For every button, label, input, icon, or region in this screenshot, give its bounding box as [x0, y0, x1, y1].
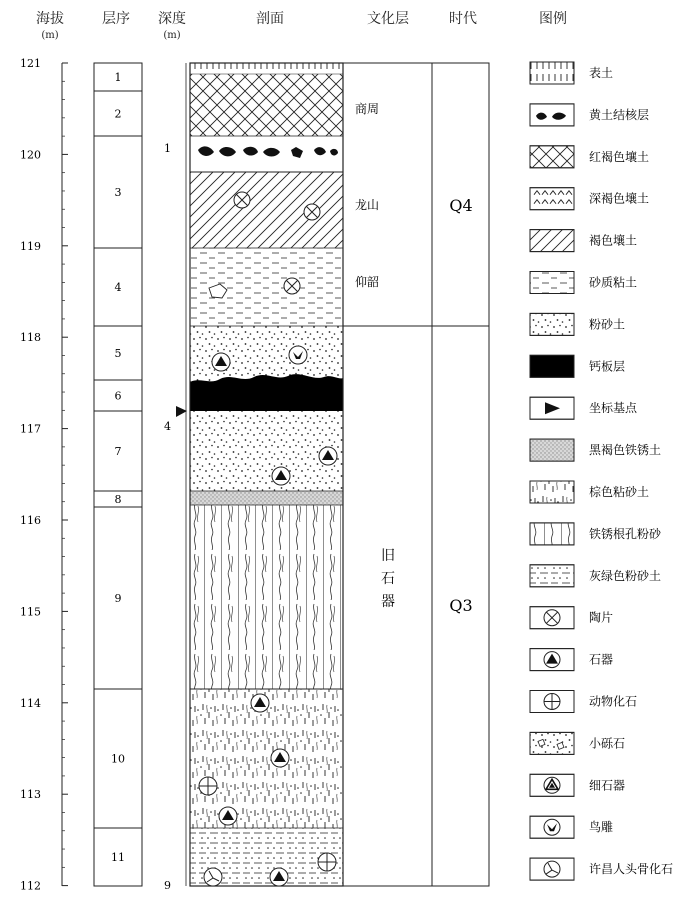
- layer-label: 8: [114, 493, 122, 506]
- elevation-tick-label: 114: [20, 696, 41, 710]
- elevation-tick-label: 112: [20, 879, 41, 893]
- layer-label: 2: [114, 107, 122, 121]
- era-q4: Q4: [449, 196, 473, 215]
- section-column: [190, 63, 343, 886]
- layer-label: 7: [114, 445, 122, 458]
- legend-label: 红褐色壤土: [589, 149, 650, 164]
- legend-label: 棕色粘砂土: [589, 485, 650, 499]
- pottery-shard-symbol: [234, 192, 250, 208]
- pottery-shard-symbol: [304, 204, 320, 220]
- legend-label: 砂质粘土: [589, 275, 638, 290]
- layer-label: 9: [114, 592, 122, 605]
- layer-column: [94, 63, 142, 886]
- legend-label: 表土: [589, 66, 614, 80]
- era-q3: Q3: [449, 596, 473, 615]
- header-section: 剖面: [256, 11, 284, 27]
- legend-label: 小砾石: [589, 736, 626, 751]
- xuchang-skull-symbol: [204, 868, 222, 886]
- legend-label: 细石器: [589, 778, 626, 793]
- header-elevation-unit: (m): [41, 30, 59, 41]
- stone-tool-symbol: [272, 467, 290, 485]
- legend-label: 铁锈根孔粉砂: [589, 526, 662, 541]
- depth-mark-9: 9: [164, 879, 171, 892]
- legend-label: 许昌人头骨化石: [589, 862, 674, 877]
- elevation-tick-label: 116: [20, 514, 41, 527]
- culture-shangzhou: 商周: [355, 102, 380, 116]
- stone-tool-symbol: [270, 868, 288, 886]
- legend-label: 粉砂土: [589, 317, 626, 332]
- layer-label: 4: [114, 281, 122, 294]
- depth-mark-4: 4: [164, 420, 171, 433]
- elevation-tick-label: 118: [20, 331, 41, 345]
- animal-fossil-symbol: [199, 777, 217, 795]
- stone-tool-symbol: [319, 447, 337, 465]
- culture-paleolithic: 旧石器: [381, 548, 395, 610]
- stone-tool-symbol: [271, 749, 289, 767]
- elevation-tick-label: 120: [20, 148, 41, 162]
- elevation-tick-label: 113: [20, 788, 41, 802]
- stone-tool-symbol: [251, 694, 269, 712]
- header-depth-unit: (m): [163, 30, 181, 41]
- legend-label: 黄土结核层: [589, 107, 650, 122]
- layer-label: 6: [114, 389, 122, 403]
- legend-label: 褐色壤土: [589, 233, 638, 248]
- elevation-tick-label: 117: [20, 422, 41, 436]
- legend-label: 钙板层: [589, 359, 626, 374]
- culture-column: [343, 63, 432, 886]
- header-elevation: 海拔: [36, 11, 64, 27]
- header-culture: 文化层: [367, 11, 409, 27]
- elevation-tick-label: 121: [20, 57, 41, 70]
- depth-axis: [164, 63, 187, 892]
- legend-label: 深褐色壤土: [589, 191, 650, 206]
- culture-longshan: 龙山: [355, 198, 380, 212]
- depth-mark-1: 1: [164, 142, 171, 155]
- elevation-tick-label: 115: [20, 605, 41, 619]
- layer-label: 1: [114, 71, 122, 84]
- layer-label: 11: [111, 851, 125, 864]
- era-column: [432, 63, 489, 886]
- pottery-shard-symbol: [284, 278, 300, 294]
- legend-label: 陶片: [589, 610, 614, 625]
- legend-label: 石器: [589, 652, 614, 667]
- legend-label: 鸟雕: [589, 820, 614, 835]
- elevation-axis: [20, 57, 68, 893]
- datum-point-marker: [176, 406, 187, 417]
- culture-yangshao: 仰韶: [355, 275, 380, 289]
- layer-label: 5: [114, 347, 122, 360]
- animal-fossil-symbol: [318, 853, 336, 871]
- header-era: 时代: [449, 11, 477, 27]
- stone-tool-symbol: [212, 353, 230, 371]
- elevation-tick-label: 119: [20, 239, 41, 253]
- legend-label: 坐标基点: [589, 401, 638, 416]
- layer-label: 10: [111, 752, 125, 766]
- legend-label: 动物化石: [589, 694, 638, 709]
- bird-carving-symbol: [289, 346, 307, 364]
- legend-label: 灰绿色粉砂土: [589, 568, 662, 583]
- legend: [530, 62, 673, 880]
- layer-label: 3: [114, 186, 122, 199]
- header-depth: 深度: [158, 11, 186, 27]
- legend-label: 黑褐色铁锈土: [589, 443, 662, 458]
- header-legend: 图例: [539, 11, 567, 27]
- stone-tool-symbol: [219, 807, 237, 825]
- loess-nodule-icon: [530, 104, 574, 126]
- header-layer: 层序: [102, 11, 130, 27]
